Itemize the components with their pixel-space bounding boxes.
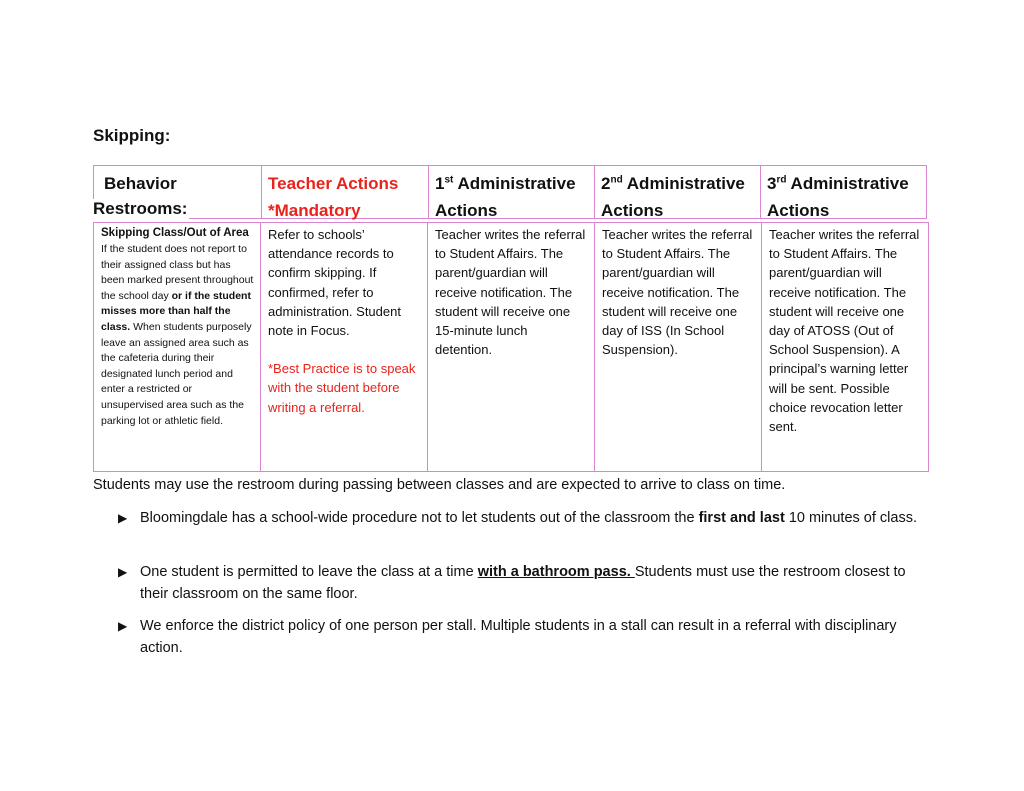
header-teacher-line1: Teacher Actions [268,174,399,193]
behavior-desc-bold: or if the student misses more than half the class. [101,289,251,333]
header-admin-2 [594,165,761,219]
teacher-action-text: Refer to schools’ attendance records to confirm skipping. If confirmed, refer to administration. Student note in Focus. [268,227,401,339]
header-admin-1-rest: Administrative [453,174,576,193]
header-teacher-actions [261,165,429,219]
admin-2-cell [594,222,762,472]
admin-1-cell [427,222,595,472]
header-admin-3-sup: rd [776,174,787,186]
header-admin-1-num: 1 [435,174,445,193]
header-admin-2-rest: Administrative [622,174,745,193]
header-admin-2-sup: nd [610,174,623,186]
restroom-intro: Students may use the restroom during passing between classes and are expected to arrive to class on time. [93,477,786,493]
behavior-cell [93,222,261,472]
header-admin-1-line2: Actions [435,201,498,220]
play-arrow-icon: ▶ [118,619,128,633]
header-admin-1 [428,165,595,219]
admin-2-text: Teacher writes the referral to Student Affairs. The parent/guardian will receive notification. The student will receive one day of ISS (In School Suspension). [602,227,753,358]
behavior-desc-part1: If the student does not report to their assigned class but has been marked present throughout the school day [101,243,254,302]
play-arrow-icon: ▶ [118,565,128,579]
restrooms-heading: Restrooms: [93,199,188,218]
bullet-2-part1: One student is permitted to leave the class at a time [140,564,478,580]
header-admin-3-num: 3 [767,174,777,193]
teacher-actions-cell [260,222,428,472]
bullet-1-bold: first and last [698,510,785,526]
bullet-1-part2: 10 minutes of class. [784,510,917,526]
header-admin-3-rest: Administrative [786,174,909,193]
best-practice-text: *Best Practice is to speak with the student before writing a referral. [268,361,416,415]
header-admin-2-num: 2 [601,174,611,193]
header-teacher-line2: *Mandatory [268,201,361,220]
header-admin-3-line2: Actions [767,201,830,220]
table-header-row [93,165,927,219]
behavior-title: Skipping Class/Out of Area [101,227,249,239]
bullet-1-part1: Bloomingdale has a school-wide procedure not to let students out of the classroom the [140,510,699,526]
header-admin-3 [760,165,927,219]
bullet-3-text: We enforce the district policy of one person per stall. Multiple students in a stall can result in a referral with disciplinary action. [140,618,897,656]
bullet-2-underlined: with a bathroom pass. [477,564,635,580]
header-admin-2-line2: Actions [601,201,664,220]
play-arrow-icon: ▶ [118,511,128,525]
header-admin-1-sup: st [444,174,454,186]
admin-3-cell [761,222,929,472]
admin-3-text: Teacher writes the referral to Student Affairs. The parent/guardian will receive notification. The student will receive one day of ATOSS (Out of School Suspension). A principal’s warning letter will be sent. Possible choice revocation letter sent. [769,227,920,435]
header-behavior-label: Behavior [104,174,177,193]
section-title: Skipping: [93,126,171,145]
bullet-2-part2: Students must use the restroom closest to their classroom on the same floor. [140,564,906,602]
admin-1-text: Teacher writes the referral to Student Affairs. The parent/guardian will receive notification. The student will receive one 15-minute lunch detention. [435,227,586,358]
behavior-description [101,242,256,429]
table-row [93,222,929,472]
behavior-desc-part2: When students purposely leave an assigned area such as the cafeteria during their designated lunch period and enter a restricted or unsupervised area such as the parking lot or athletic field. [101,320,252,427]
